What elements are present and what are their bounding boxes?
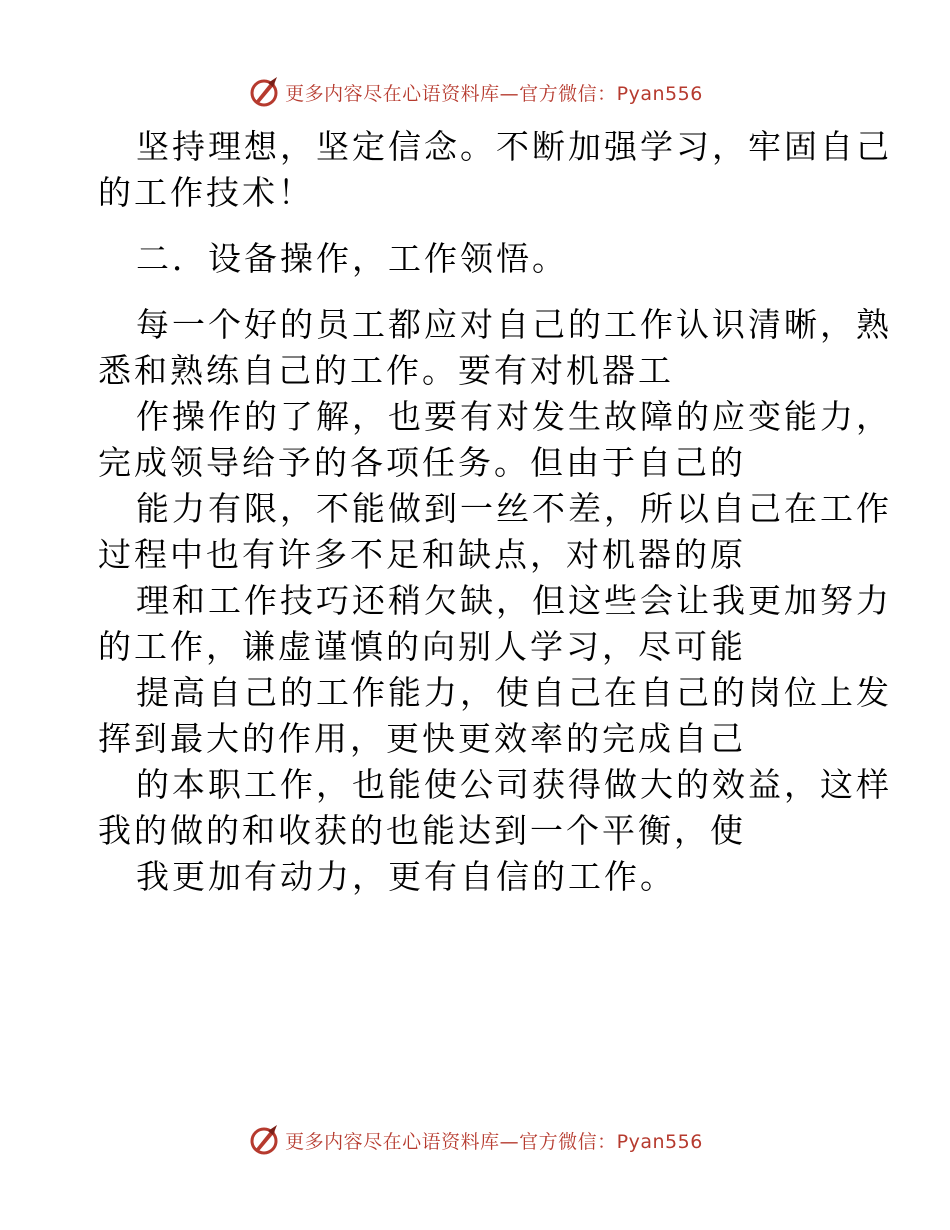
document-body — [98, 124, 892, 900]
text-line: 二．设备操作，工作领悟。 — [136, 239, 568, 278]
text-line: 能力有限，不能做到一丝不差，所以自己在工作 — [136, 489, 892, 528]
text-line: 过程中也有许多不足和缺点，对机器的原 — [98, 535, 746, 574]
footer-watermark — [0, 1120, 950, 1160]
text-line: 我更加有动力，更有自信的工作。 — [136, 857, 676, 896]
quill-pen-icon — [247, 75, 281, 109]
text-line: 完成领导给予的各项任务。但由于自己的 — [98, 443, 746, 482]
text-line: 提高自己的工作能力，使自己在自己的岗位上发 — [136, 673, 892, 712]
header-watermark — [0, 72, 950, 112]
watermark-text: 更多内容尽在心语资料库—官方微信：Pyan556 — [285, 82, 703, 105]
text-line: 我的做的和收获的也能达到一个平衡，使 — [98, 811, 746, 850]
watermark-text: 更多内容尽在心语资料库—官方微信：Pyan556 — [285, 1130, 703, 1153]
text-line: 作操作的了解，也要有对发生故障的应变能力， — [136, 397, 892, 436]
text-line: 挥到最大的作用，更快更效率的完成自己 — [98, 719, 746, 758]
text-line: 的工作技术！ — [98, 173, 314, 212]
text-line: 的本职工作，也能使公司获得做大的效益，这样 — [136, 765, 892, 804]
text-line: 每一个好的员工都应对自己的工作认识清晰，熟 — [136, 305, 892, 344]
text-line: 悉和熟练自己的工作。要有对机器工 — [98, 351, 674, 390]
text-line: 理和工作技巧还稍欠缺，但这些会让我更加努力 — [136, 581, 892, 620]
text-line: 坚持理想，坚定信念。不断加强学习，牢固自己 — [136, 127, 892, 166]
text-line: 的工作，谦虚谨慎的向别人学习，尽可能 — [98, 627, 746, 666]
quill-pen-icon — [247, 1123, 281, 1157]
